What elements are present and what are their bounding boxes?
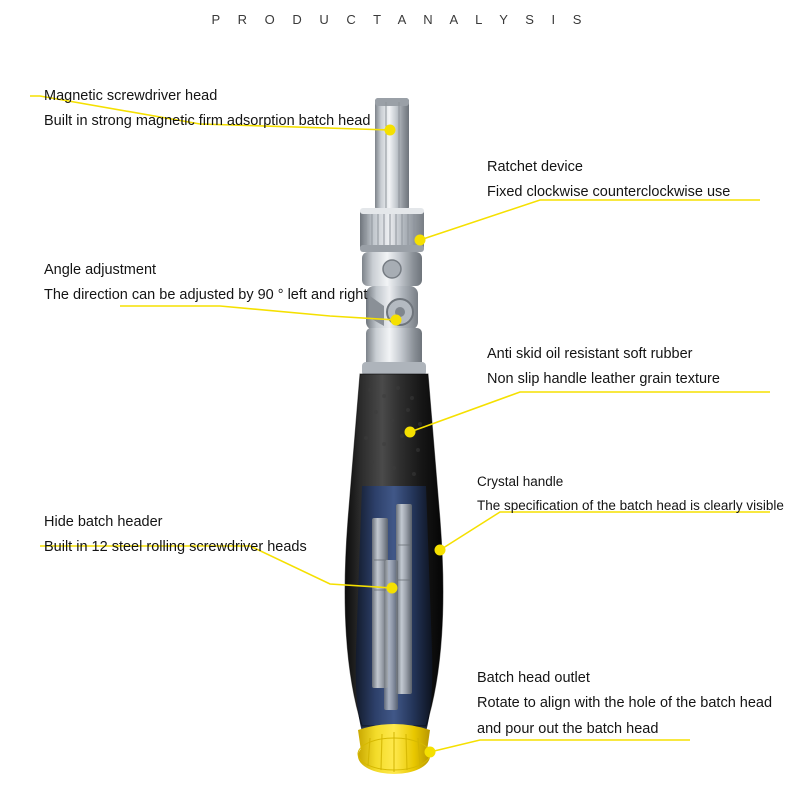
ratchet-body [362,252,422,286]
angle-swivel-joint [366,286,418,330]
page-title: P R O D U C T A N A L Y S I S [211,12,589,27]
callout-title: Magnetic screwdriver head [44,88,218,104]
callout-desc: Built in strong magnetic firm adsorption batch head [44,113,371,130]
callout-title: Batch head outlet [477,670,590,686]
callout-title: Ratchet device [487,159,583,175]
callout-crystal-handle [477,470,784,517]
callout-title: Anti skid oil resistant soft rubber [487,346,693,362]
ratchet-collar [360,208,424,252]
callout-desc: The direction can be adjusted by 90 ° left and right [44,287,368,304]
callout-angle-adjustment [44,258,367,309]
callout-hide-batch-header [44,510,307,561]
callout-title: Hide batch header [44,514,163,530]
callout-desc: The specification of the batch head is clearly visible [477,497,784,513]
callout-desc: Rotate to align with the hole of the batch head [477,695,773,712]
callout-desc: Built in 12 steel rolling screwdriver heads [44,539,307,556]
batch-head-outlet-cap [358,724,430,774]
magnetic-shaft [375,98,409,210]
callout-desc: Fixed clockwise counterclockwise use [487,184,731,201]
callout-title: Crystal handle [477,474,564,489]
rubber-handle [345,374,443,738]
callout-batch-head-outlet [477,666,772,742]
neck-shaft [362,328,426,376]
callout-ratchet-device [487,155,730,206]
callout-title: Angle adjustment [44,262,157,278]
callout-anti-skid-rubber [487,342,720,393]
callout-desc: Non slip handle leather grain texture [487,371,720,388]
callout-desc2: and pour out the batch head [477,720,659,737]
callout-magnetic-screwdriver-head [44,84,370,135]
